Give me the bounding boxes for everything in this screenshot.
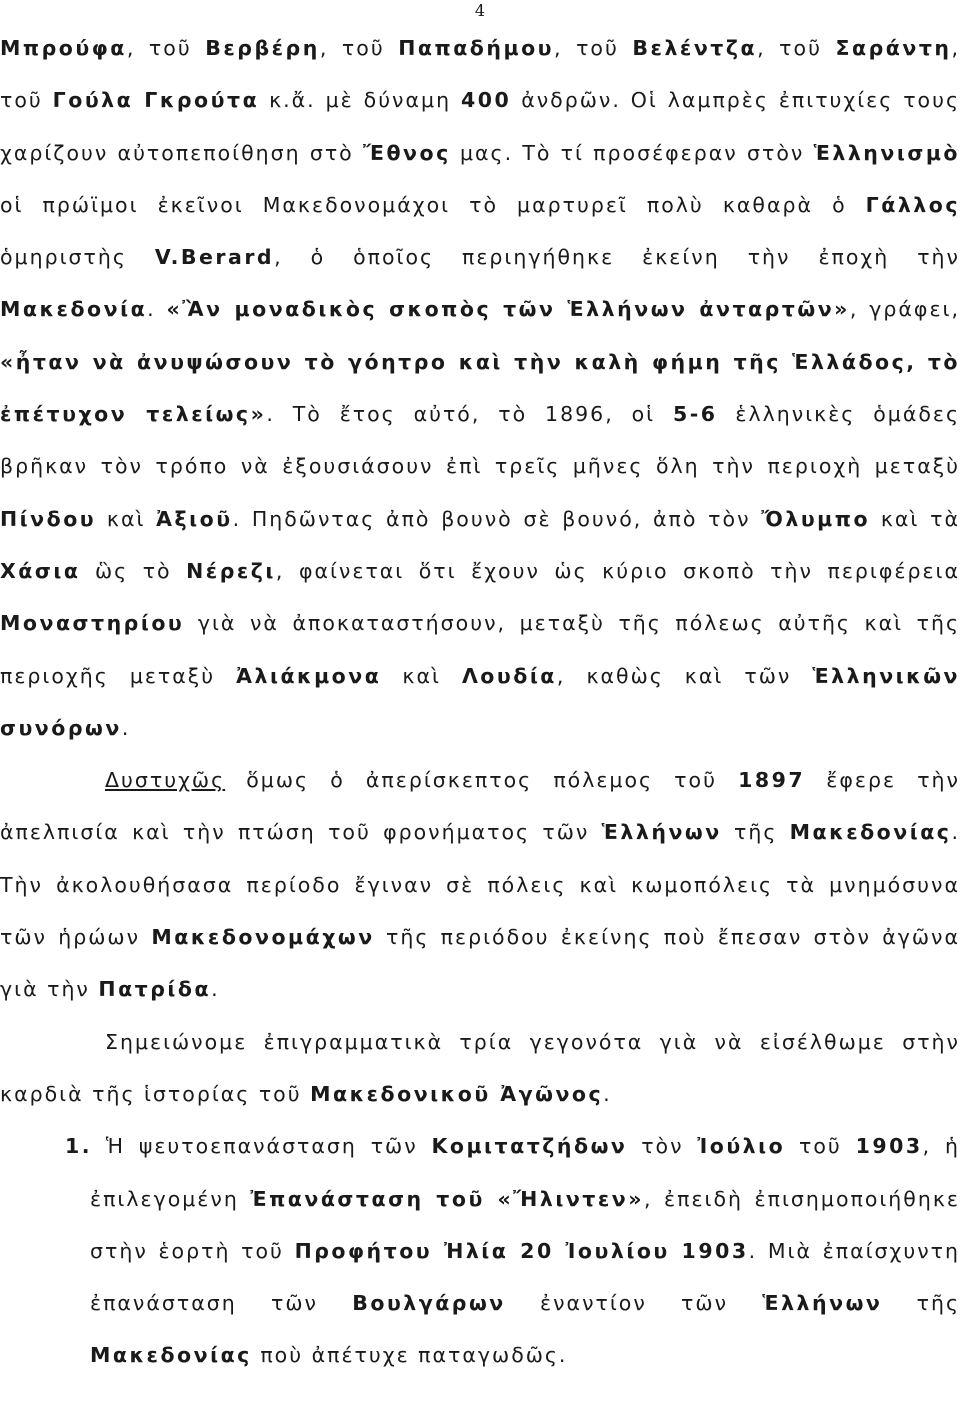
text-run: , ὁ ὁποῖος περιηγήθηκε ἐκείνη τὴν ἐποχὴ τὴν [274,245,960,270]
paragraph [0,22,960,754]
bold-text-run: Μακεδονίας [789,820,952,845]
text-run: , καθὼς καὶ τῶν [556,663,813,688]
bold-text-run: Λουδία [461,663,557,688]
bold-text-run: Μακεδονικοῦ Ἀγῶνος [310,1081,604,1106]
bold-text-run: 1903 [855,1134,923,1159]
text-run: Σημειώνομε ἐπιγραμματικὰ τρία γεγονότα γιὰ νὰ εἰσέλθωμε στὴν καρδιὰ τῆς ἱστορίας τοῦ [0,1029,960,1106]
text-run: τῆς περιόδου ἐκείνης ποὺ ἔπεσαν στὸν ἀγῶνα γιὰ τὴν [0,925,960,1002]
text-run: τὸν [627,1134,698,1159]
bold-text-run: Ἰούλιο [697,1134,786,1159]
bold-text-run: Ἔθνος [362,140,451,165]
text-run: , ἐπειδὴ ἐπισημοποιήθηκε στὴν ἑορτὴ τοῦ [90,1186,960,1263]
bold-text-run: Προφήτου Ἠλία 20 Ἰουλίου 1903 [294,1238,749,1263]
bold-text-run: Γούλα Γκρούτα [52,88,260,113]
bold-text-run: Πίνδου [0,506,97,531]
text-run: . Πηδῶντας ἀπὸ βουνὸ σὲ βουνό, ἀπὸ τὸν [232,506,762,531]
bold-text-run: Κομιτατζήδων [431,1134,628,1159]
text-run: , τοῦ [319,36,399,60]
text-run: , γράφει, [849,297,960,322]
bold-text-run: Βελέντζα [632,36,758,60]
bold-text-run: Ἑλληνισμὸ [813,140,960,165]
text-run: γιὰ νὰ ἀποκαταστήσουν, μεταξὺ τῆς πόλεως αὐτῆς καὶ τῆς περιοχῆς μεταξὺ [0,611,960,688]
text-run: , ἡ ἐπιλεγομένη [90,1134,960,1211]
body-text [0,22,960,1382]
bold-text-run: Ἑλλήνων [601,820,722,845]
text-run: . [603,1081,612,1106]
paragraphs [0,22,960,1120]
bold-text-run: Μακεδονομάχων [151,925,375,950]
paragraph [0,1016,960,1121]
bold-text-run: 5-6 [672,402,718,427]
bold-text-run: Ἐπανάσταση τοῦ «Ἤλιντεν» [250,1186,644,1211]
text-run: ἀνδρῶν. Οἱ λαμπρὲς ἐπιτυχίες τους χαρίζουν αὐτοπεποίθηση στὸ [0,88,960,165]
paragraph [0,754,960,1015]
text-run: ὁμηριστὴς [0,245,155,270]
bold-text-run: Γάλλος [865,192,960,217]
text-run: ὣς τὸ [80,558,187,583]
text-run: οἱ πρώϊμοι ἐκεῖνοι Μακεδονομάχοι τὸ μαρτυρεῖ πολὺ καθαρὰ ὁ [0,192,866,217]
bold-text-run: Ἑλληνικῶν συνόρων [0,663,960,740]
text-run: μας. Τὸ τί προσέφεραν στὸν [450,140,814,165]
text-run: τῆς [882,1291,960,1316]
bold-text-run: Ἀξιοῦ [156,506,233,531]
bold-text-run: «ἦταν νὰ ἀνυψώσουν τὸ γόητρο καὶ τὴν καλὴ φήμη τῆς Ἑλλάδος, τὸ ἐπέτυχον τελείως» [0,349,960,427]
bold-text-run: Μακεδονίας [90,1343,252,1368]
text-run: , τοῦ [0,36,960,113]
text-run: , τοῦ [757,36,836,60]
bold-text-run: Παπαδήμου [398,36,554,60]
text-run: καὶ τὰ [870,506,960,531]
bold-text-run: «Ἂν μοναδικὸς σκοπὸς τῶν Ἑλλήνων ἀνταρτῶν» [166,297,850,322]
bold-text-run: 400 [460,88,512,113]
bold-text-run: Νέρεζι [186,558,276,583]
text-run: ἔφερε τὴν ἀπελπισία καὶ τὴν πτώση τοῦ φρονήματος τῶν [0,768,960,845]
text-run: ἑλληνικὲς ὁμάδες βρῆκαν τὸν τρόπο νὰ ἐξουσιάσουν ἐπὶ τρεῖς μῆνες ὅλη τὴν περιοχὴ μεταξὺ [0,402,960,479]
text-run: , τοῦ [126,36,206,60]
text-run: . [147,297,167,322]
text-run: ποὺ ἀπέτυχε παταγωδῶς. [251,1343,568,1368]
text-run: τοῦ [785,1134,856,1159]
bold-text-run: Χάσια [0,558,81,583]
bold-text-run: Ὄλυμπο [761,506,871,531]
text-run: , τοῦ [554,36,633,60]
bold-text-run: Μπρούφα [0,36,127,60]
bold-text-run: 1. [65,1134,93,1159]
text-run: καὶ [96,506,157,531]
text-run: . Μιὰ ἐπαίσχυντη ἐπανάσταση τῶν [90,1238,960,1316]
text-run: ὅμως ὁ ἀπερίσκεπτος πόλεμος τοῦ [225,768,739,793]
list-item [0,1120,960,1381]
underlined-text-run: Δυστυχῶς [105,768,226,793]
bold-text-run: Ἀλιάκμονα [236,663,382,688]
text-run: ἐναντίον τῶν [505,1291,763,1316]
bold-text-run: 1897 [738,768,806,793]
bold-text-run: Βουλγάρων [352,1291,506,1316]
text-run: καὶ [381,663,462,688]
bold-text-run: Ἑλλήνων [762,1291,883,1316]
bold-text-run: Βερβέρη [205,36,320,60]
bold-text-run: Σαράντη [835,36,952,60]
text-run: Ἡ ψευτοεπανάσταση τῶν [92,1134,432,1159]
text-run: . Τὸ ἔτος αὐτό, τὸ 1896, οἱ [266,402,673,427]
bold-text-run: Μακεδονία [0,297,148,322]
bold-text-run: Πατρίδα [98,977,212,1002]
page-number: 4 [474,1,486,20]
text-run: , φαίνεται ὅτι ἔχουν ὡς κύριο σκοπὸ τὴν περιφέρεια [275,558,960,583]
text-run: . Τὴν ἀκολουθήσασα περίοδο ἔγιναν σὲ πόλεις καὶ κωμοπόλεις τὰ μνημόσυνα τῶν ἡρώων [0,820,960,950]
bold-text-run: Μοναστηρίου [0,611,185,636]
text-run: κ.ἄ. μὲ δύναμη [259,88,461,113]
numbered-list [0,1120,960,1381]
bold-text-run: V.Berard [154,245,275,270]
text-run: . [121,715,131,740]
text-run: . [211,977,220,1002]
text-run: τῆς [721,820,790,845]
